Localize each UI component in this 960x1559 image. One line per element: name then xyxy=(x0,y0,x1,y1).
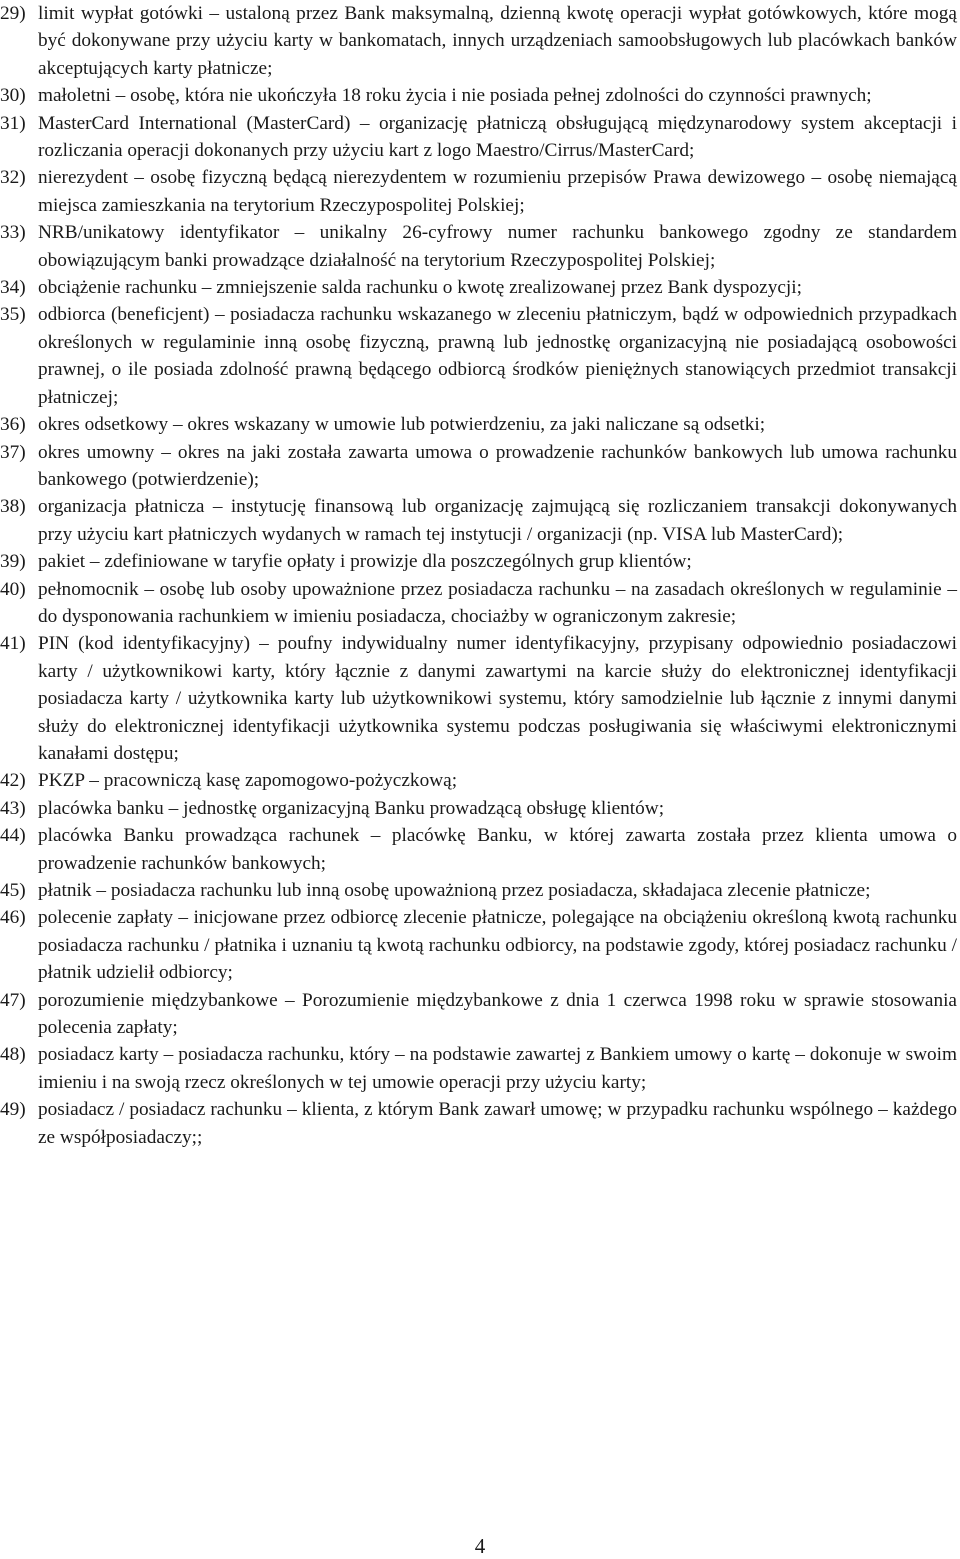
definition-item xyxy=(0,439,957,494)
definition-number: 36) xyxy=(0,414,26,436)
definition-text: okres umowny – okres na jaki została zawarta umowa o prowadzenie rachunków bankowych lub umowa rachunku bankowego (potwierdzenie); xyxy=(38,441,957,490)
page-number: 4 xyxy=(474,1534,486,1558)
definition-number: 33) xyxy=(0,222,26,244)
definition-item xyxy=(0,110,957,165)
definition-text: obciążenie rachunku – zmniejszenie salda rachunku o kwotę zrealizowanej przez Bank dyspozycji; xyxy=(38,277,802,299)
definition-number: 43) xyxy=(0,797,26,819)
definition-item xyxy=(0,795,957,822)
definition-text: posiadacz / posiadacz rachunku – klienta, z którym Bank zawarł umowę; w przypadku rachunku wspólnego – każdego ze współposiadaczy;; xyxy=(38,1099,957,1148)
definition-number: 42) xyxy=(0,770,26,792)
definition-number: 44) xyxy=(0,825,26,847)
definition-item xyxy=(0,767,957,794)
definition-text: pełnomocnik – osobę lub osoby upoważnione przez posiadacza rachunku – na zasadach określonych w regulaminie – do dysponowania rachunkiem w imieniu posiadacza, chociażby w ograniczonym zakresie; xyxy=(38,578,957,627)
definition-text: PIN (kod identyfikacyjny) – poufny indywidualny numer identyfikacyjny, przypisany odpowiednio posiadaczowi karty / użytkownikowi karty, który łącznie z danymi zawartymi na karcie służy do elektronicznej identyfikacji posiadacza karty / użytkownika karty lub użytkownikowi systemu, który samodzielnie lub łącznie z innymi danymi służy do elektronicznej identyfikacji użytkownika systemu podczas posługiwania się właściwymi elektronicznymi kanałami dostępu; xyxy=(38,633,957,764)
definition-text: pakiet – zdefiniowane w taryfie opłaty i prowizje dla poszczególnych grup klientów; xyxy=(38,551,692,573)
definition-number: 40) xyxy=(0,578,26,600)
definition-text: limit wypłat gotówki – ustaloną przez Bank maksymalną, dzienną kwotę operacji wypłat gotówkowych, które mogą być dokonywane przy użyciu karty w bankomatach, innych urządzeniach samoobsługowych lub placówkach banków akceptujących karty płatnicze; xyxy=(38,3,957,79)
definition-text: okres odsetkowy – okres wskazany w umowie lub potwierdzeniu, za jaki naliczane są odsetki; xyxy=(38,414,766,436)
definition-text: placówka banku – jednostkę organizacyjną Banku prowadzącą obsługę klientów; xyxy=(38,797,665,819)
definition-number: 29) xyxy=(0,3,26,24)
definition-item xyxy=(0,877,957,904)
definition-number: 35) xyxy=(0,304,26,326)
definition-text: PKZP – pracowniczą kasę zapomogowo-pożyczkową; xyxy=(38,770,458,792)
definition-item xyxy=(0,301,957,411)
definition-text: polecenie zapłaty – inicjowane przez odbiorcę zlecenie płatnicze, polegające na obciążeniu określoną kwotą rachunku posiadacza rachunku / płatnika i uznaniu tą kwotą rachunku odbiorcy, na podstawie zgody, której posiadacz rachunku / płatnik udzielił odbiorcy; xyxy=(38,907,957,984)
definition-number: 47) xyxy=(0,989,26,1011)
definition-number: 46) xyxy=(0,907,26,929)
definition-text: organizacja płatnicza – instytucję finansową lub organizację zajmującą się rozliczaniem transakcji dokonywanych przy użyciu kart płatniczych wydanych w ramach tej instytucji / organizacji (np. VISA lub MasterCard); xyxy=(38,496,957,545)
definition-number: 41) xyxy=(0,633,26,655)
definition-text: placówka Banku prowadząca rachunek – placówkę Banku, w której zawarta została przez klienta umowa o prowadzenie rachunków bankowych; xyxy=(38,825,957,874)
definition-number: 45) xyxy=(0,880,26,901)
definition-text: NRB/unikatowy identyfikator – unikalny 26-cyfrowy numer rachunku bankowego zgodny ze standardem obowiązującym banki prowadzące działalność na terytorium Rzeczypospolitej Polskiej; xyxy=(38,222,957,271)
definition-number: 39) xyxy=(0,551,26,573)
definition-number: 37) xyxy=(0,441,26,463)
definition-item xyxy=(0,493,957,548)
definition-item xyxy=(0,987,957,1042)
definition-text: posiadacz karty – posiadacza rachunku, który – na podstawie zawartej z Bankiem umowy o kartę – dokonuje w swoim imieniu i na swoją rzecz określonych w tej umowie operacji przy użyciu karty; xyxy=(38,1044,957,1093)
definition-text: MasterCard International (MasterCard) – organizację płatniczą obsługującą międzynarodowy system akceptacji i rozliczania operacji dokonanych przy użyciu kart z logo Maestro/Cirrus/MasterCard; xyxy=(38,112,957,162)
definition-item xyxy=(0,1041,957,1096)
definition-item xyxy=(0,82,957,109)
definition-item xyxy=(0,822,957,877)
definition-text: odbiorca (beneficjent) – posiadacza rachunku wskazanego w zleceniu płatniczym, bądź w odpowiednich przypadkach określonych w regulaminie inną osobę fizyczną, prawną lub jednostkę organizacyjną nie posiadającą osobowości prawnej, o ile posiada zdolność prawną będącego odbiorcą środków pieniężnych stanowiących przedmiot transakcji płatniczej; xyxy=(38,304,957,408)
definition-text: nierezydent – osobę fizyczną będącą nierezydentem w rozumieniu przepisów Prawa dewizowego – osobę niemającą miejsca zamieszkania na terytorium Rzeczypospolitej Polskiej; xyxy=(38,167,957,216)
definition-item xyxy=(0,576,957,631)
definition-number: 32) xyxy=(0,167,26,189)
definition-item xyxy=(0,904,957,986)
definition-number: 34) xyxy=(0,277,26,299)
definition-text: płatnik – posiadacza rachunku lub inną osobę upoważnioną przez posiadacza, składajaca zlecenie płatnicze; xyxy=(38,880,871,901)
definition-item xyxy=(0,630,957,767)
definition-item xyxy=(0,411,957,438)
definition-item xyxy=(0,219,957,274)
definition-item xyxy=(0,548,957,575)
definition-text: małoletni – osobę, która nie ukończyła 18 roku życia i nie posiada pełnej zdolności do czynności prawnych; xyxy=(38,85,872,107)
definition-item xyxy=(0,1096,957,1151)
definition-number: 49) xyxy=(0,1099,26,1121)
definition-item xyxy=(0,274,957,301)
definition-number: 30) xyxy=(0,85,26,107)
definition-number: 38) xyxy=(0,496,26,518)
definition-number: 48) xyxy=(0,1044,26,1066)
definition-number: 31) xyxy=(0,112,26,134)
definition-item xyxy=(0,0,957,82)
definition-text: porozumienie międzybankowe – Porozumienie międzybankowe z dnia 1 czerwca 1998 roku w sprawie stosowania polecenia zapłaty; xyxy=(38,989,957,1039)
definition-item xyxy=(0,164,957,219)
